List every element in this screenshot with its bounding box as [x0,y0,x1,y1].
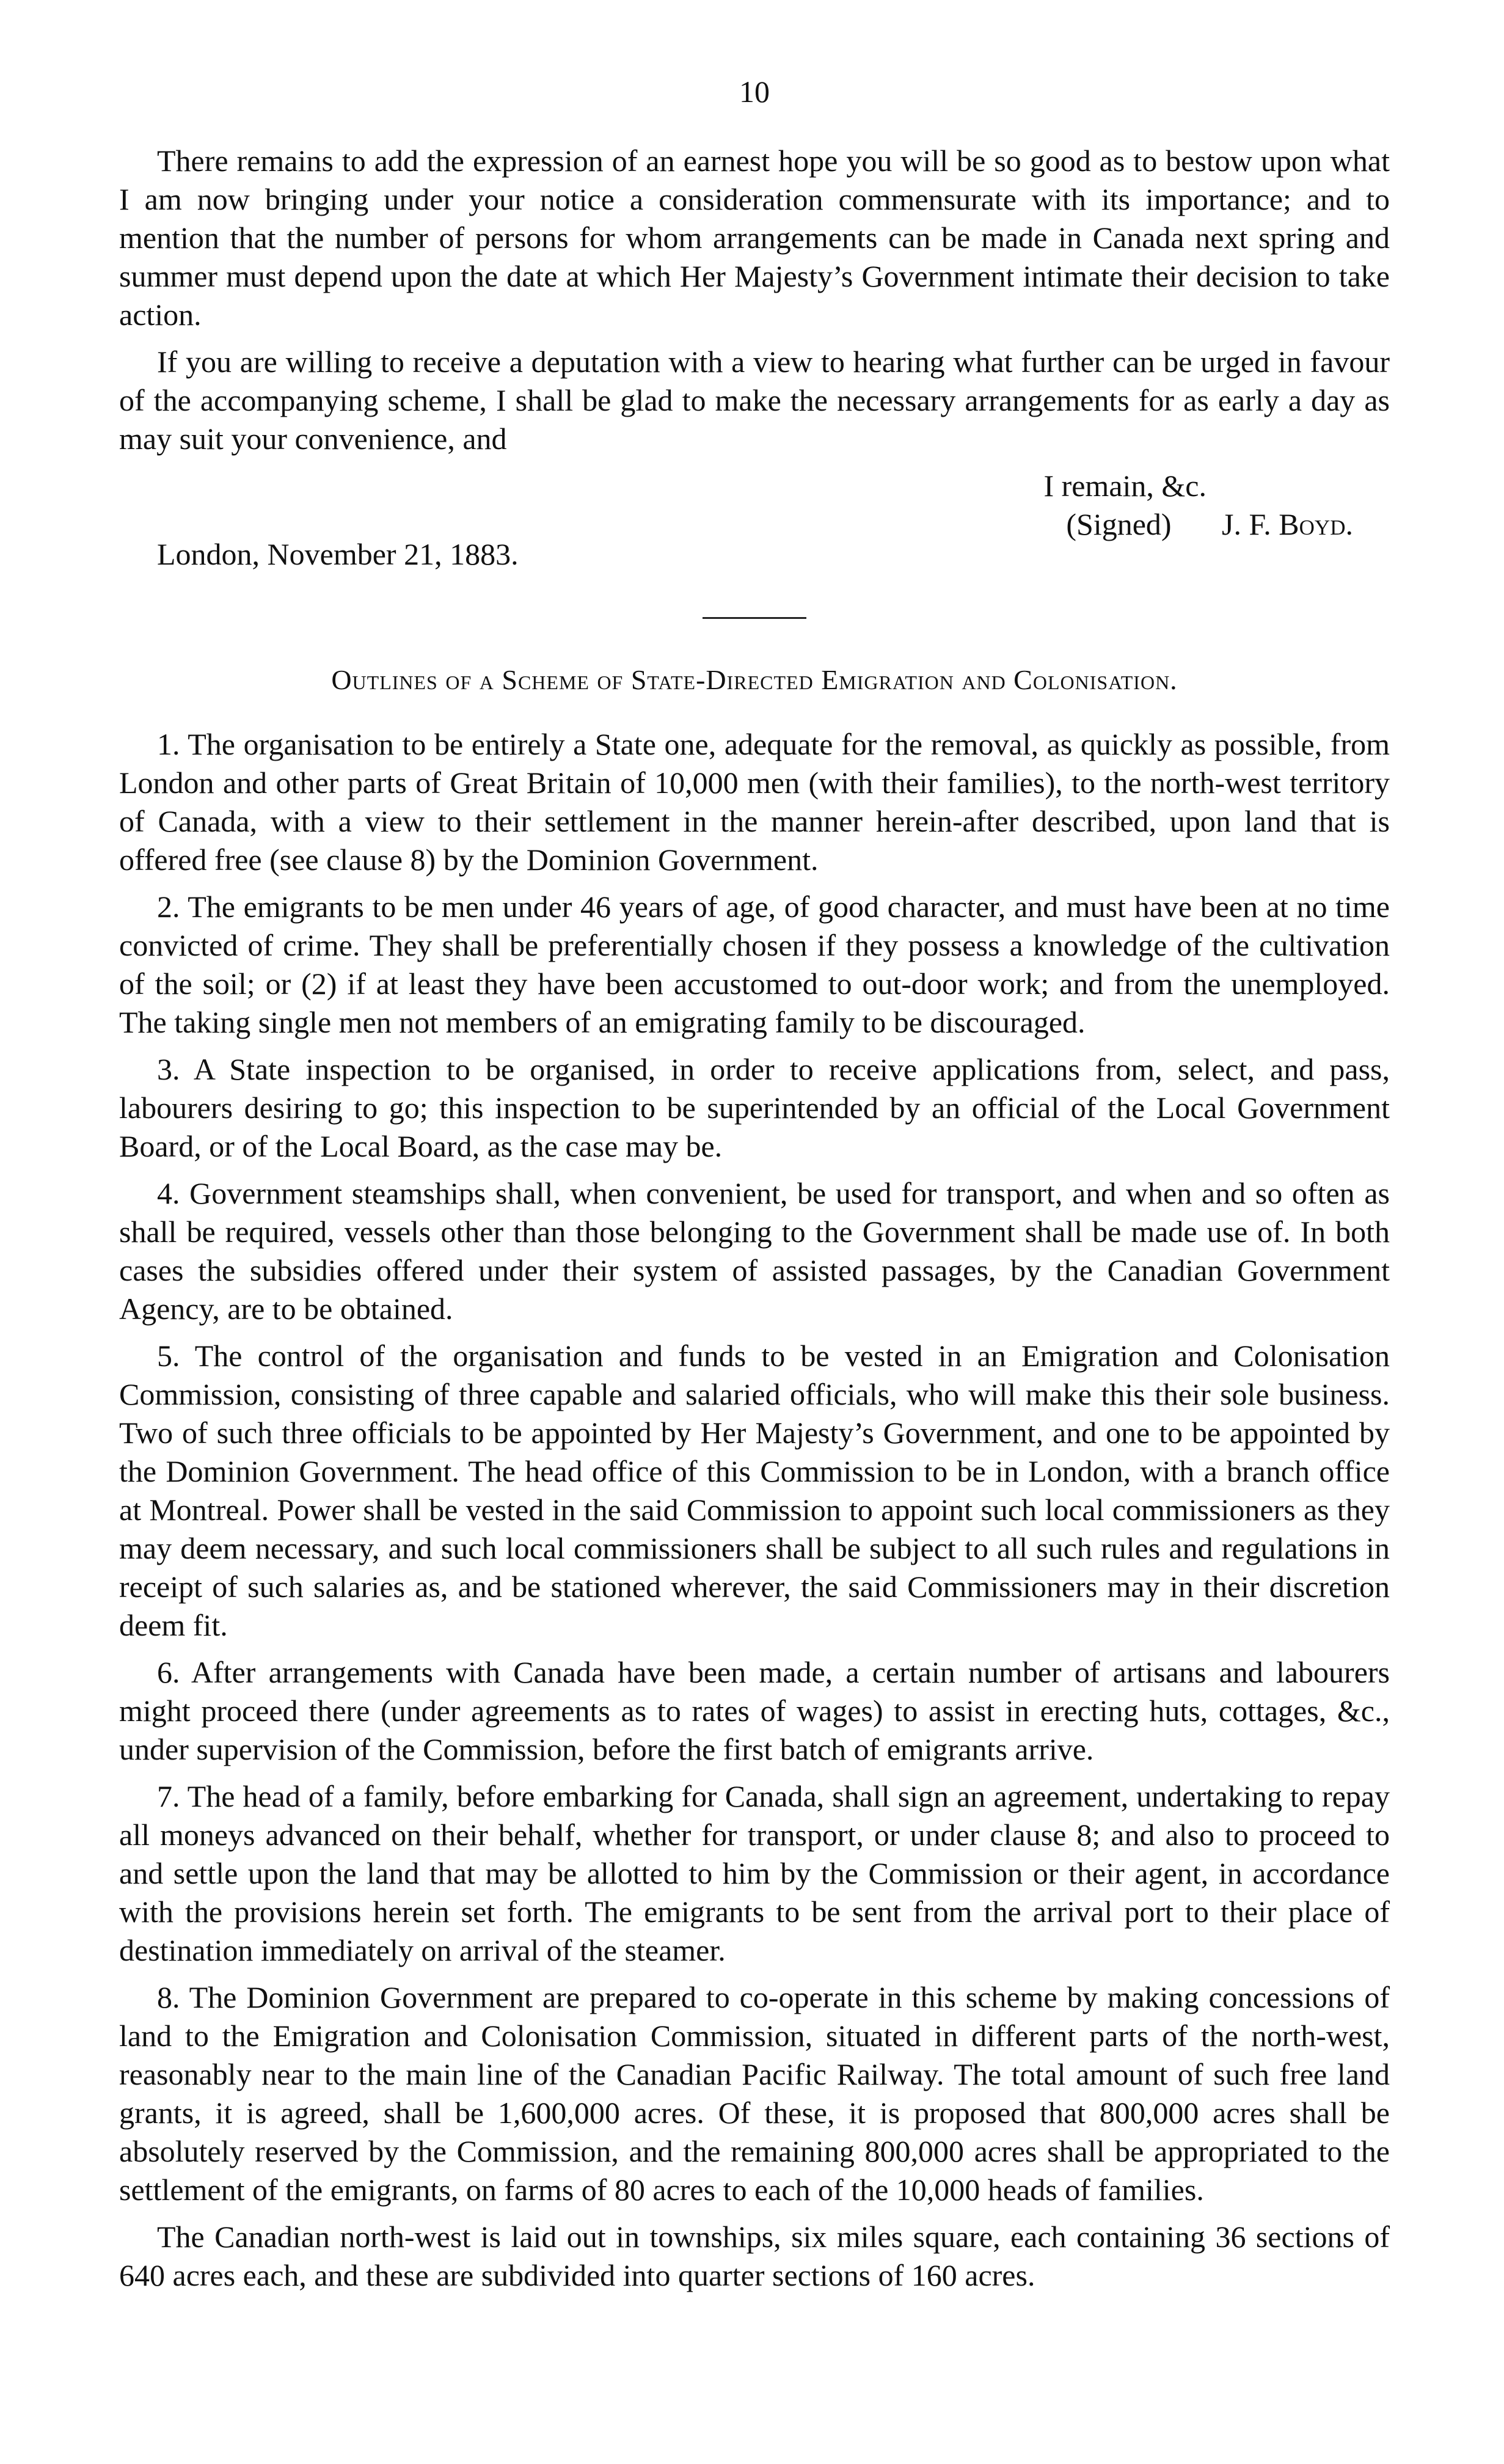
letter-paragraph-1: There remains to add the expression of an earnest hope you will be so good as to bestow upon what I am now bringing under your notice a consideration commensurate with its importance; and to mention that the number of persons for whom arrangements can be made in Canada next spring and summer must depend upon the date at which Her Majesty’s Government intimate their decision to take action. [119,144,1390,332]
signer-name: J. F. Boyd. [1222,507,1353,541]
clause-4: 4. Government steamships shall, when convenient, be used for transport, and when and so often as shall be required, vessels other than those belonging to the Government shall be made use of. In both cases the subsidies offered under their system of assisted passages, by the Canadian Government Agency, are to be obtained. [119,1176,1390,1326]
document-page [119,73,1390,2303]
section-divider [703,617,806,619]
clause-3: 3. A State inspection to be organised, in order to receive applications from, select, and pass, labourers desiring to go; this inspection to be superintended by an official of the Local Government Board, or of the Local Board, as the case may be. [119,1052,1390,1163]
closing-phrase: I remain, &c. [1043,469,1206,503]
clause-8-continuation: The Canadian north-west is laid out in townships, six miles square, each containing 36 sections of 640 acres each, and these are subdivided into quarter sections of 160 acres. [119,2220,1390,2292]
signed-label: (Signed) [1066,507,1172,541]
clause-6: 6. After arrangements with Canada have been made, a certain number of artisans and labourers might proceed there (under agreements as to rates of wages) to assist in erecting huts, cottages, &c., under supervision of the Commission, before the first batch of emigrants arrive. [119,1655,1390,1766]
section-heading: Outlines of a Scheme of State-Directed Emigration and Colonisation. [331,664,1178,695]
clause-5: 5. The control of the organisation and funds to be vested in an Emigration and Colonisation Commission, consisting of three capable and salaried officials, who will make this their sole business. Two of such three officials to be appointed by Her Majesty’s Government, and one to be appointed by the Dominion Government. The head office of this Commission to be in London, with a branch office at Montreal. Power shall be vested in the said Commission to appoint such local commissioners as they may deem necessary, and such local commissioners shall be subject to all such rules and regulations in receipt of such salaries as, and be stationed wherever, the said Commissioners may in their discretion deem fit. [119,1339,1390,1642]
place-date: London, November 21, 1883. [157,537,519,571]
clause-2: 2. The emigrants to be men under 46 years of age, of good character, and must have been at no time convicted of crime. They shall be preferentially chosen if they possess a knowledge of the cultivation of the soil; or (2) if at least they have been accustomed to out-door work; and from the unemployed. The taking single men not members of an emigrating family to be discouraged. [119,890,1390,1039]
letter-closing [119,467,1390,583]
page-number: 10 [739,75,770,109]
clause-8: 8. The Dominion Government are prepared to co-operate in this scheme by making concessions of land to the Emigration and Colonisation Commission, situated in different parts of the north-west, reasonably near to the main line of the Canadian Pacific Railway. The total amount of such free land grants, it is agreed, shall be 1,600,000 acres. Of these, it is proposed that 800,000 acres shall be absolutely reserved by the Commission, and the remaining 800,000 acres shall be appropriated to the settlement of the emigrants, on farms of 80 acres to each of the 10,000 heads of families. [119,1980,1390,2207]
letter-paragraph-2: If you are willing to receive a deputation with a view to hearing what further can be urged in favour of the accompanying scheme, I shall be glad to make the necessary arrangements for as early a day as may suit your convenience, and [119,345,1390,456]
clause-7: 7. The head of a family, before embarking for Canada, shall sign an agreement, undertaking to repay all moneys advanced on their behalf, whether for transport, or under clause 8; and also to proceed to and settle upon the land that may be allotted to him by the Commission or their agent, in accordance with the provisions herein set forth. The emigrants to be sent from the arrival port to their place of destination immediately on arrival of the steamer. [119,1779,1390,1967]
clause-1: 1. The organisation to be entirely a State one, adequate for the removal, as quickly as possible, from London and other parts of Great Britain of 10,000 men (with their families), to the north-west territory of Canada, with a view to their settlement in the manner herein-after described, upon land that is offered free (see clause 8) by the Dominion Government. [119,727,1390,877]
signature-block [1066,505,1353,544]
